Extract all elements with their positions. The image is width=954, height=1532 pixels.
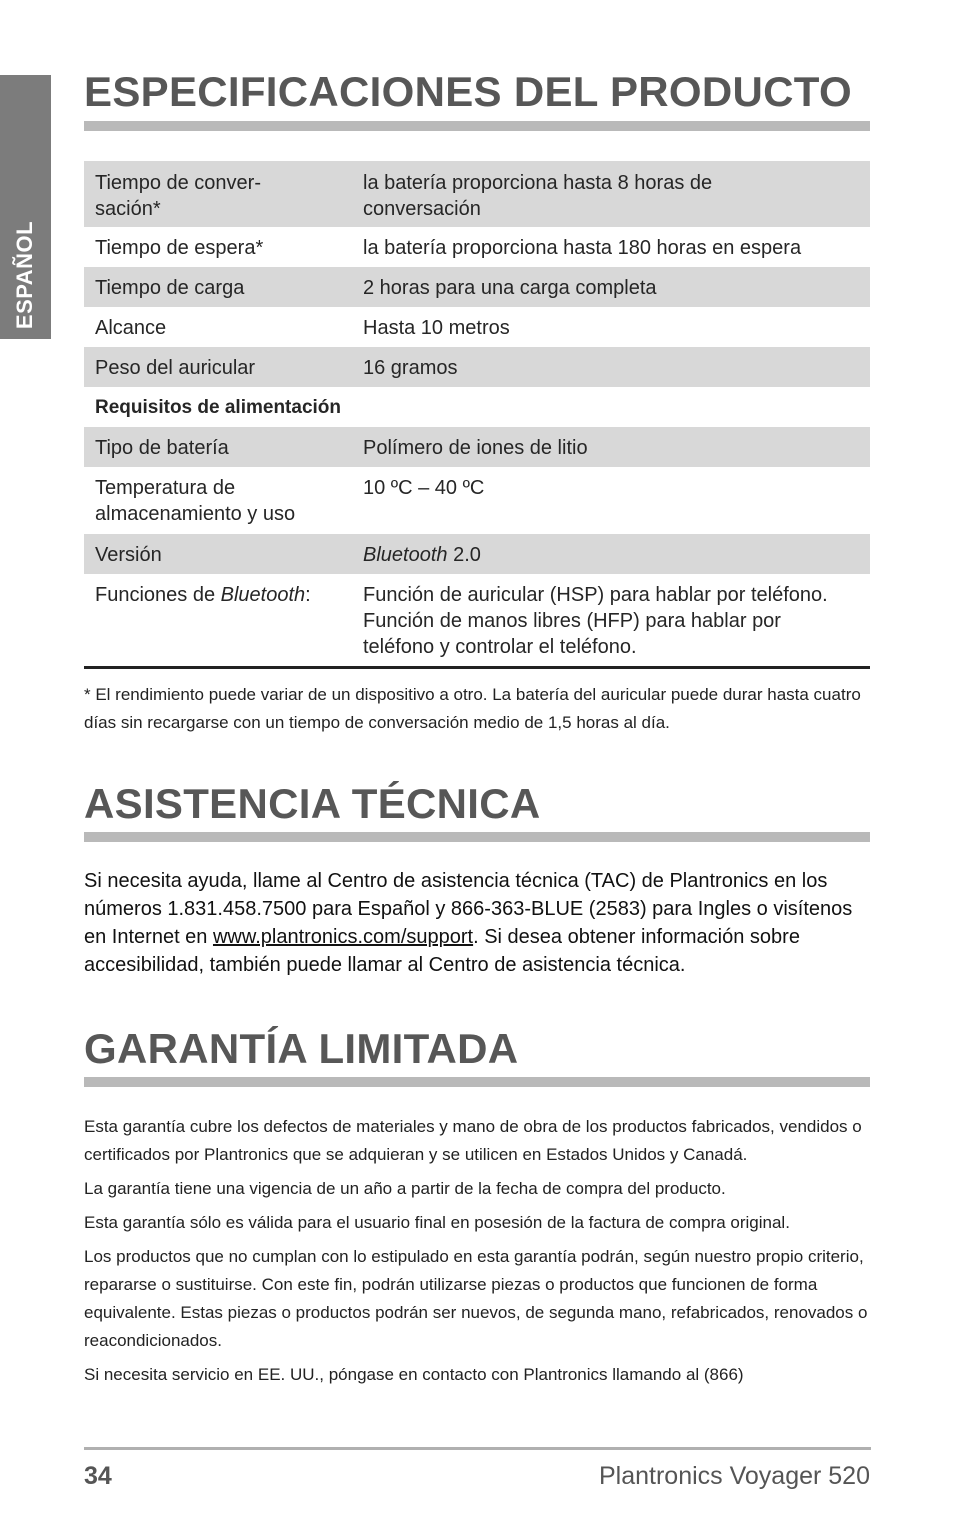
warranty-paragraph: Esta garantía sólo es válida para el usuario final en posesión de la factura de compra original. <box>84 1213 790 1232</box>
spec-value: conversación <box>363 198 481 220</box>
table-row <box>84 347 870 387</box>
spec-value <box>352 534 870 574</box>
footer-rule <box>84 1447 871 1450</box>
table-row <box>84 227 870 267</box>
warranty-paragraph: Si necesita servicio en EE. UU., póngase en contacto con Plantronics llamando al (866) <box>84 1365 744 1384</box>
bluetooth-term: Bluetooth <box>220 584 306 606</box>
spec-key: Temperatura de <box>95 477 236 499</box>
spec-value: 2 horas para una carga completa <box>352 267 870 307</box>
table-row <box>84 467 870 534</box>
spec-value: Función de auricular (HSP) para hablar por teléfono. <box>363 584 828 606</box>
warranty-paragraph: Esta garantía cubre los defectos de materiales y mano de obra de los productos fabricados, vendidos o certificados por Plantronics que se adquieran y se utilicen en Estados Unidos y Canadá. <box>84 1117 862 1164</box>
spec-value: Hasta 10 metros <box>363 317 510 339</box>
spec-key: Tiempo de conver- <box>95 172 261 194</box>
table-row <box>84 427 870 467</box>
bluetooth-term: Bluetooth <box>363 544 448 566</box>
product-name: Plantronics Voyager 520 <box>598 1462 870 1490</box>
spec-key: Tiempo de espera* <box>95 237 264 259</box>
warranty-paragraph: La garantía tiene una vigencia de un año a partir de la fecha de compra del producto. <box>84 1179 726 1198</box>
functions-key-prefix: Funciones de <box>95 584 221 606</box>
warranty-heading-rule <box>84 1077 870 1087</box>
support-text-intro: Si necesita ayuda, llame al Centro de asistencia técnica (TAC) de Plantronics en los números 1.831.458.7500 para Español y 866-363-BLUE (2583) para Ingles o visítenos en Internet en <box>84 870 853 948</box>
version-number: 2.0 <box>447 544 481 566</box>
spec-value: teléfono y controlar el teléfono. <box>363 636 637 658</box>
table-row <box>84 307 870 347</box>
spec-value: 16 gramos <box>352 347 870 387</box>
spec-key: sación* <box>95 198 161 220</box>
spec-value: 10 ºC – 40 ºC <box>363 477 485 499</box>
table-row <box>84 161 870 227</box>
support-paragraph <box>84 867 874 979</box>
spec-value: Polímero de iones de litio <box>352 427 870 467</box>
table-row <box>84 534 870 574</box>
spec-key: Alcance <box>95 317 167 339</box>
warranty-heading: GARANTÍA LIMITADA <box>84 1025 519 1072</box>
support-link[interactable]: www.plantronics.com/support <box>212 926 474 948</box>
support-text-rest: . Si desea obtener información sobre accesibilidad, también puede llamar al Centro de asistencia técnica. <box>84 926 800 976</box>
spec-value: la batería proporciona hasta 8 horas de <box>363 172 713 194</box>
support-heading-rule <box>84 832 870 842</box>
spec-value: la batería proporciona hasta 180 horas en espera <box>363 237 802 259</box>
page-number: 34 <box>84 1462 112 1490</box>
spec-key: Tipo de batería <box>84 427 352 467</box>
spec-key <box>84 574 352 666</box>
specs-heading: ESPECIFICACIONES DEL PRODUCTO <box>84 68 852 115</box>
language-tab-label: ESPAÑOL <box>12 220 37 330</box>
table-bottom-rule <box>84 666 870 669</box>
spec-key: Versión <box>84 534 352 574</box>
warranty-paragraph: Los productos que no cumplan con lo estipulado en esta garantía podrán, según nuestro propio criterio, repararse o sustituirse. Con este fin, podrán utilizarse piezas o productos que funcionen de forma equivalente. Estas piezas o productos podrán ser nuevos, de segunda mano, refabricados, renovados o reacondicionados. <box>84 1247 868 1350</box>
power-requirements-heading: Requisitos de alimentación <box>95 397 341 418</box>
section-subheading-row <box>84 387 870 427</box>
specs-table <box>84 161 870 666</box>
warranty-body <box>84 1113 874 1395</box>
spec-key: Peso del auricular <box>84 347 352 387</box>
support-heading: ASISTENCIA TÉCNICA <box>84 780 541 827</box>
spec-key: Tiempo de carga <box>84 267 352 307</box>
spec-key: almacenamiento y uso <box>95 503 296 525</box>
functions-key-suffix: : <box>305 584 311 606</box>
specs-heading-rule <box>84 121 870 131</box>
specs-footnote: * El rendimiento puede variar de un dispositivo a otro. La batería del auricular puede durar hasta cuatro días sin recargarse con un tiempo de conversación medio de 1,5 horas al día. <box>84 685 861 732</box>
table-row <box>84 267 870 307</box>
spec-value: Función de manos libres (HFP) para hablar por <box>363 610 781 632</box>
language-tab <box>0 75 51 339</box>
table-row <box>84 574 870 666</box>
